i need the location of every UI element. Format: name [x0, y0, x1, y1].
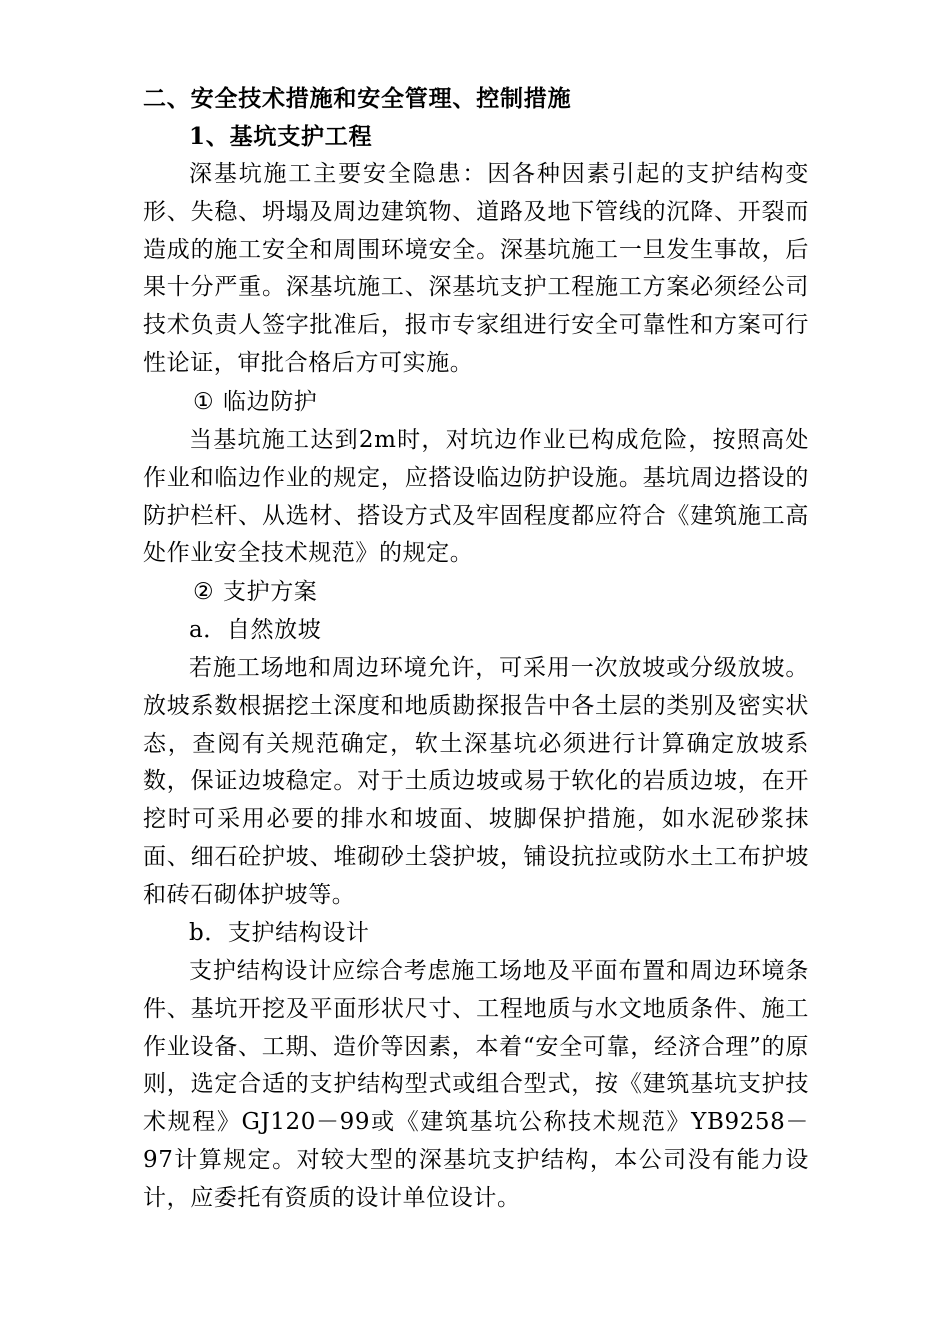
item1-marker: ①: [193, 389, 215, 415]
item1-paragraph: 当基坑施工达到2m时，对坑边作业已构成危险，按照高处作业和临边作业的规定，应搭设临边防护设施。基坑周边搭设的防护栏杆、从选材、搭设方式及牢固程度都应符合《建筑施工高处作业安全技术规范》的规定。: [143, 427, 809, 567]
item2-heading: [193, 574, 809, 612]
item1-title: 临边防护: [223, 389, 318, 415]
item2-marker: ②: [193, 579, 215, 605]
sub-a-paragraph: 若施工场地和周边环境允许，可采用一次放坡或分级放坡。放坡系数根据挖土深度和地质勘探报告中各土层的类别及密实状态，查阅有关规范确定，软土深基坑必须进行计算确定放坡系数，保证边坡稳定。对于土质边坡或易于软化的岩质边坡，在开挖时可采用必要的排水和坡面、坡脚保护措施，如水泥砂浆抹面、细石砼护坡、堆砌砂土袋护坡，铺设抗拉或防水土工布护坡和砖石砌体护坡等。: [143, 655, 809, 908]
sub-b-title: b．支护结构设计: [189, 920, 370, 946]
item2-title: 支护方案: [223, 579, 318, 605]
section-heading: 二、安全技术措施和安全管理、控制措施: [143, 85, 572, 112]
intro-paragraph: 深基坑施工主要安全隐患：因各种因素引起的支护结构变形、失稳、坍塌及周边建筑物、道路及地下管线的沉降、开裂而造成的施工安全和周围环境安全。深基坑施工一旦发生事故，后果十分严重。深基坑施工、深基坑支护工程施工方案必须经公司技术负责人签字批准后，报市专家组进行安全可靠性和方案可行性论证，审批合格后方可实施。: [143, 161, 809, 376]
sub-b-paragraph: 支护结构设计应综合考虑施工场地及平面布置和周边环境条件、基坑开挖及平面形状尺寸、工程地质与水文地质条件、施工作业设备、工期、造价等因素，本着“安全可靠，经济合理”的原则，选定合适的支护结构型式或组合型式，按《建筑基坑支护技术规程》GJ120－99或《建筑基坑公称技术规范》YB9258－97计算规定。对较大型的深基坑支护结构，本公司没有能力设计，应委托有资质的设计单位设计。: [143, 958, 809, 1211]
subsection-heading: 1、基坑支护工程: [189, 123, 373, 150]
sub-a-title: a．自然放坡: [189, 617, 322, 643]
item1-heading: [193, 384, 809, 422]
